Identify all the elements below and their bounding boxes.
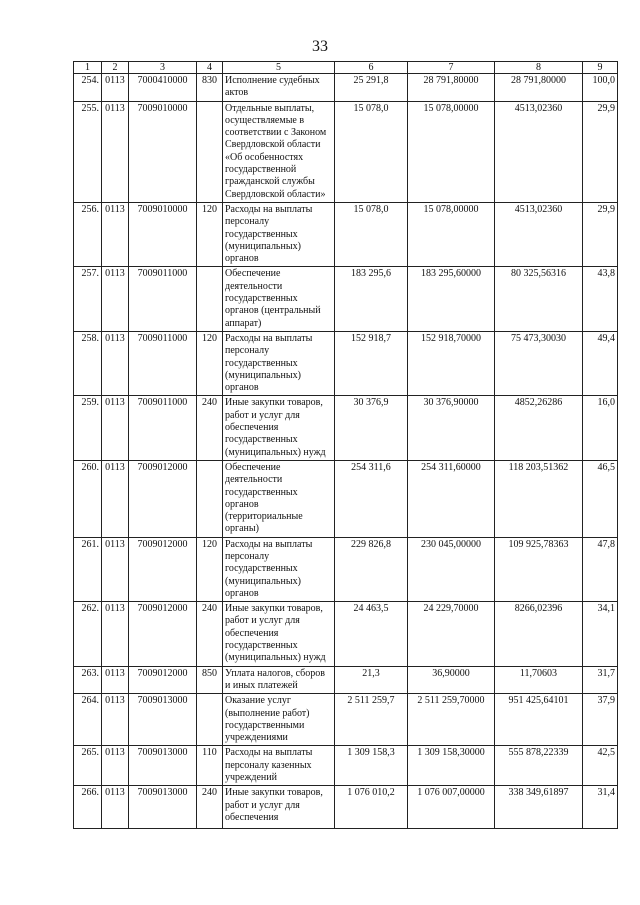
target-article-code: 7009012000	[129, 602, 197, 666]
execution-percent: 46,5	[583, 460, 618, 537]
execution-percent: 47,8	[583, 537, 618, 601]
section-code: 0113	[102, 331, 129, 395]
revised-amount: 30 376,90000	[408, 396, 495, 460]
executed-amount: 11,70603	[495, 666, 583, 694]
revised-amount: 254 311,60000	[408, 460, 495, 537]
table-row	[74, 786, 618, 829]
section-code: 0113	[102, 602, 129, 666]
expense-type-code: 120	[197, 537, 223, 601]
expense-name: Отдельные выплаты, осуществляемые в соответствии с Законом Свердловской области «Об особенностях государственной гражданской службы Свердловской области»	[223, 101, 335, 202]
expense-type-code: 240	[197, 786, 223, 829]
executed-amount: 4513,02360	[495, 202, 583, 266]
target-article-code: 7009012000	[129, 537, 197, 601]
table-row	[74, 694, 618, 746]
row-number: 259.	[74, 396, 102, 460]
table-row	[74, 460, 618, 537]
column-header: 5	[223, 62, 335, 74]
expense-name: Иные закупки товаров, работ и услуг для обеспечения	[223, 786, 335, 829]
column-header: 1	[74, 62, 102, 74]
expense-name: Иные закупки товаров, работ и услуг для обеспечения государственных (муниципальных) нужд	[223, 396, 335, 460]
expense-type-code: 120	[197, 202, 223, 266]
table-row	[74, 267, 618, 331]
row-number: 258.	[74, 331, 102, 395]
table-row	[74, 202, 618, 266]
row-number: 256.	[74, 202, 102, 266]
target-article-code: 7009013000	[129, 694, 197, 746]
executed-amount: 4513,02360	[495, 101, 583, 202]
target-article-code: 7009011000	[129, 267, 197, 331]
executed-amount: 338 349,61897	[495, 786, 583, 829]
planned-amount: 21,3	[335, 666, 408, 694]
table-row	[74, 602, 618, 666]
execution-percent: 29,9	[583, 202, 618, 266]
revised-amount: 24 229,70000	[408, 602, 495, 666]
expense-type-code: 240	[197, 602, 223, 666]
executed-amount: 951 425,64101	[495, 694, 583, 746]
revised-amount: 1 076 007,00000	[408, 786, 495, 829]
table-row	[74, 746, 618, 786]
planned-amount: 152 918,7	[335, 331, 408, 395]
executed-amount: 118 203,51362	[495, 460, 583, 537]
planned-amount: 25 291,8	[335, 74, 408, 102]
revised-amount: 28 791,80000	[408, 74, 495, 102]
revised-amount: 15 078,00000	[408, 101, 495, 202]
row-number: 260.	[74, 460, 102, 537]
table-row	[74, 666, 618, 694]
execution-percent: 29,9	[583, 101, 618, 202]
execution-percent: 31,7	[583, 666, 618, 694]
expense-type-code	[197, 101, 223, 202]
revised-amount: 15 078,00000	[408, 202, 495, 266]
expense-name: Расходы на выплаты персоналу казенных учреждений	[223, 746, 335, 786]
expense-type-code	[197, 460, 223, 537]
execution-percent: 34,1	[583, 602, 618, 666]
planned-amount: 1 076 010,2	[335, 786, 408, 829]
column-header: 2	[102, 62, 129, 74]
section-code: 0113	[102, 267, 129, 331]
column-header: 3	[129, 62, 197, 74]
table-row	[74, 537, 618, 601]
section-code: 0113	[102, 746, 129, 786]
expense-type-code: 120	[197, 331, 223, 395]
row-number: 263.	[74, 666, 102, 694]
execution-percent: 16,0	[583, 396, 618, 460]
table-row	[74, 101, 618, 202]
column-header: 9	[583, 62, 618, 74]
target-article-code: 7009012000	[129, 460, 197, 537]
execution-percent: 31,4	[583, 786, 618, 829]
section-code: 0113	[102, 74, 129, 102]
expense-name: Расходы на выплаты персоналу государственных (муниципальных) органов	[223, 202, 335, 266]
revised-amount: 152 918,70000	[408, 331, 495, 395]
expense-name: Расходы на выплаты персоналу государственных (муниципальных) органов	[223, 331, 335, 395]
expense-type-code: 110	[197, 746, 223, 786]
expense-name: Расходы на выплаты персоналу государственных (муниципальных) органов	[223, 537, 335, 601]
planned-amount: 15 078,0	[335, 101, 408, 202]
planned-amount: 30 376,9	[335, 396, 408, 460]
page-number: 33	[312, 38, 328, 55]
expense-name: Исполнение судебных актов	[223, 74, 335, 102]
executed-amount: 4852,26286	[495, 396, 583, 460]
section-code: 0113	[102, 202, 129, 266]
section-code: 0113	[102, 694, 129, 746]
row-number: 266.	[74, 786, 102, 829]
table-body	[74, 74, 618, 829]
revised-amount: 183 295,60000	[408, 267, 495, 331]
section-code: 0113	[102, 537, 129, 601]
executed-amount: 75 473,30030	[495, 331, 583, 395]
section-code: 0113	[102, 396, 129, 460]
execution-percent: 100,0	[583, 74, 618, 102]
target-article-code: 7009011000	[129, 396, 197, 460]
column-header: 8	[495, 62, 583, 74]
row-number: 264.	[74, 694, 102, 746]
expense-name: Обеспечение деятельности государственных органов (центральный аппарат)	[223, 267, 335, 331]
executed-amount: 8266,02396	[495, 602, 583, 666]
target-article-code: 7000410000	[129, 74, 197, 102]
row-number: 255.	[74, 101, 102, 202]
revised-amount: 1 309 158,30000	[408, 746, 495, 786]
target-article-code: 7009013000	[129, 786, 197, 829]
executed-amount: 80 325,56316	[495, 267, 583, 331]
table-row	[74, 74, 618, 102]
row-number: 265.	[74, 746, 102, 786]
expense-type-code: 850	[197, 666, 223, 694]
execution-percent: 42,5	[583, 746, 618, 786]
expense-name: Иные закупки товаров, работ и услуг для обеспечения государственных (муниципальных) нужд	[223, 602, 335, 666]
row-number: 254.	[74, 74, 102, 102]
planned-amount: 1 309 158,3	[335, 746, 408, 786]
target-article-code: 7009012000	[129, 666, 197, 694]
target-article-code: 7009013000	[129, 746, 197, 786]
expense-name: Обеспечение деятельности государственных органов (территориальные органы)	[223, 460, 335, 537]
execution-percent: 43,8	[583, 267, 618, 331]
section-code: 0113	[102, 101, 129, 202]
planned-amount: 183 295,6	[335, 267, 408, 331]
section-code: 0113	[102, 786, 129, 829]
column-header: 7	[408, 62, 495, 74]
planned-amount: 15 078,0	[335, 202, 408, 266]
budget-table	[73, 61, 618, 829]
target-article-code: 7009011000	[129, 331, 197, 395]
planned-amount: 229 826,8	[335, 537, 408, 601]
execution-percent: 49,4	[583, 331, 618, 395]
revised-amount: 230 045,00000	[408, 537, 495, 601]
target-article-code: 7009010000	[129, 101, 197, 202]
table-header	[74, 62, 618, 74]
header-row	[74, 62, 618, 74]
table-row	[74, 396, 618, 460]
expense-type-code	[197, 694, 223, 746]
planned-amount: 254 311,6	[335, 460, 408, 537]
planned-amount: 2 511 259,7	[335, 694, 408, 746]
executed-amount: 28 791,80000	[495, 74, 583, 102]
expense-type-code	[197, 267, 223, 331]
section-code: 0113	[102, 460, 129, 537]
column-header: 6	[335, 62, 408, 74]
expense-type-code: 240	[197, 396, 223, 460]
executed-amount: 555 878,22339	[495, 746, 583, 786]
revised-amount: 36,90000	[408, 666, 495, 694]
table-row	[74, 331, 618, 395]
expense-name: Оказание услуг (выполнение работ) государственными учреждениями	[223, 694, 335, 746]
planned-amount: 24 463,5	[335, 602, 408, 666]
execution-percent: 37,9	[583, 694, 618, 746]
expense-name: Уплата налогов, сборов и иных платежей	[223, 666, 335, 694]
target-article-code: 7009010000	[129, 202, 197, 266]
revised-amount: 2 511 259,70000	[408, 694, 495, 746]
row-number: 262.	[74, 602, 102, 666]
executed-amount: 109 925,78363	[495, 537, 583, 601]
column-header: 4	[197, 62, 223, 74]
expense-type-code: 830	[197, 74, 223, 102]
section-code: 0113	[102, 666, 129, 694]
row-number: 261.	[74, 537, 102, 601]
row-number: 257.	[74, 267, 102, 331]
